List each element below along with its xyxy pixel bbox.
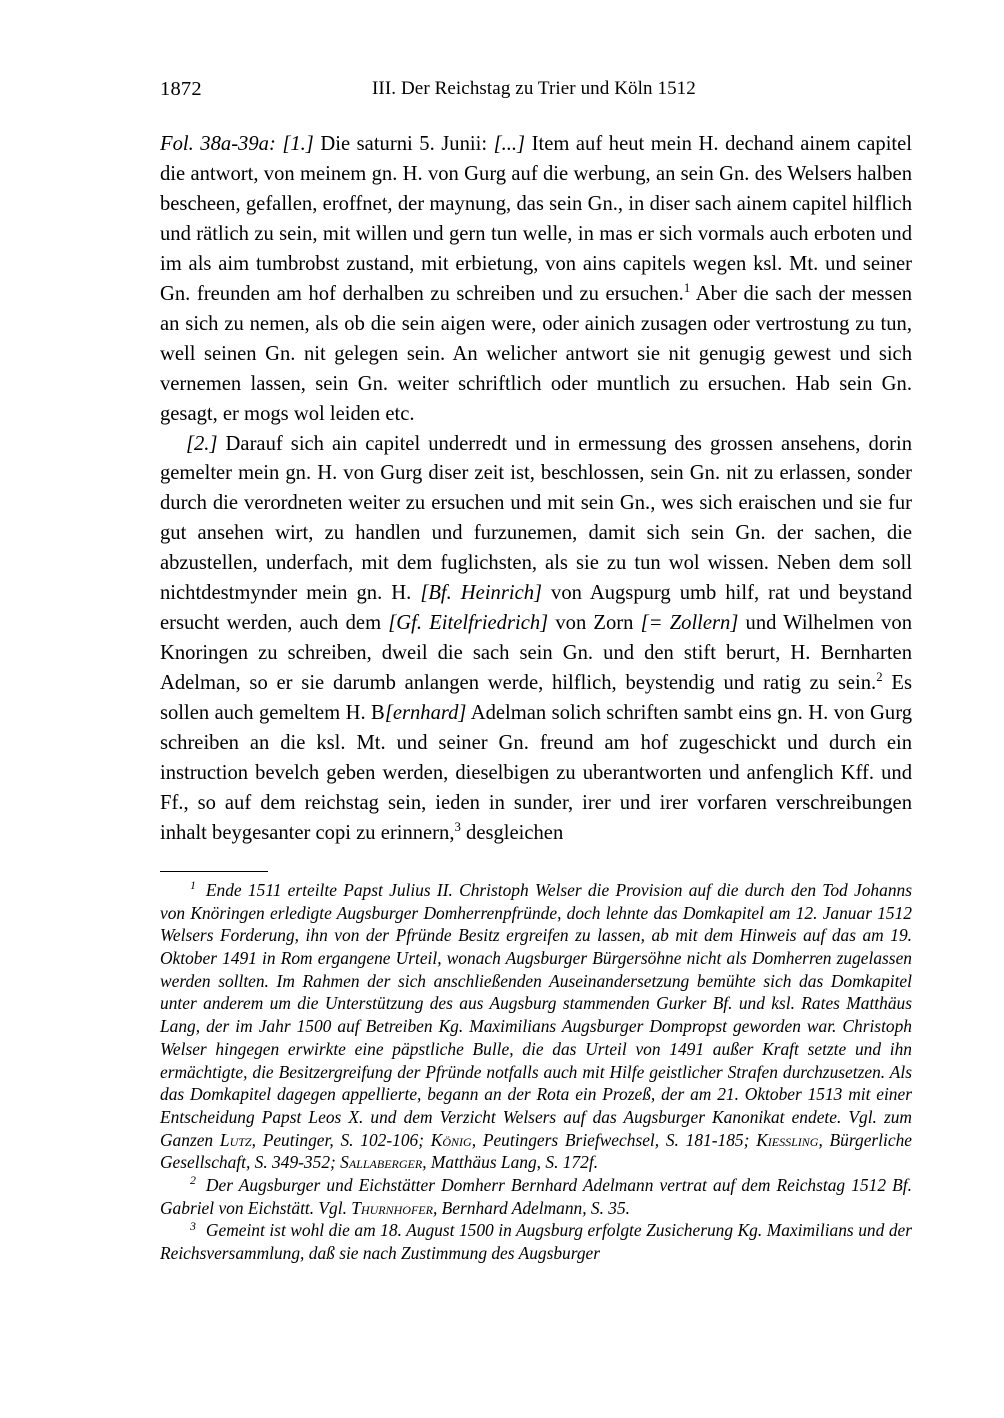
paragraph-1-lead: Fol. 38a-39a: [1.]	[160, 133, 314, 155]
footnote-1-text-4: , Bürgerliche Gesellschaft, S. 349-352;	[160, 1129, 912, 1173]
footnote-2-text-2: , Bernhard Adelmann, S. 35.	[432, 1197, 631, 1218]
footnote-1-text-1: Ende 1511 erteilte Papst Julius II. Christoph Welser die Provision auf die durch den Tod Johanns von Knöringen erledigte Augsburger Domherrenpfründe, doch lehnte das Domkapitel am 12. Januar 1512 Welsers Forderung, ihn von der Pfründe Besitz ergreifen zu lassen, ab mit dem Hinweis auf das am 19. Oktober 1491 in Rom ergangene Urteil, wonach Augsburger Bürgersöhne nicht als Domherren zugelassen werden sollten. Im Rahmen der sich anschließenden Auseinandersetzung bemühte sich das Domkapitel unter anderem um die Unterstützung des aus Augsburg stammenden Gurker Bf. und ksl. Rates Matthäus Lang, der im Jahr 1500 auf Betreiben Kg. Maximilians Augsburger Dompropst geworden war. Christoph Welser hingegen erwirkte eine päpstliche Bulle, die das Urteil von 1491 außer Kraft setzte und ihn ermächtigte, die Besitzergreifung der Pfründe notfalls auch mit Hilfe geistlicher Strafen durchzusetzen. Als das Domkapitel dagegen appellierte, begann an der Rota ein Prozeß, der am 21. Oktober 1513 mit einer Entscheidung Papst Leos X. und dem Verzicht Welsers auf das Augsburger Kanonikat endete. Vgl. zum Ganzen	[160, 879, 912, 1150]
footnote-3-text-1: Gemeint ist wohl die am 18. August 1500 in Augsburg erfolgte Zusicherung Kg. Maximilians und der Reichsversammlung, daß sie nach Zustimmung des Augsburger	[160, 1220, 912, 1264]
editorial-insert-1: [Bf. Heinrich]	[420, 582, 543, 605]
footnote-1-smallcaps-3: Kiessling	[756, 1129, 819, 1150]
page-number: 1872	[160, 78, 202, 100]
footnote-1-smallcaps-4: Sallaberger	[340, 1152, 423, 1173]
paragraph-2-text-e: Es sollen auch gemeltem H. B	[160, 672, 912, 725]
paragraph-2-text-a: Darauf sich ain capitel underredt und in ermessung des grossen ansehens, dorin gemelter mein gn. H. von Gurg diser zeit ist, beschlossen, sein Gn. nit zu erlassen, sonder durch die verordneten weiter zu ersuchen und mit sein Gn., wes sich eraischen und sie fur gut ansehen wirt, zu handlen und furzunemen, damit sich sein Gn. der sachen, die abzustellen, underfach, mit dem fuglichsten, als sie zu tun wol wissen. Neben dem soll nichtdestmynder mein gn. H.	[160, 432, 912, 605]
footnote-2	[160, 1174, 912, 1219]
footnote-1-text-3: , Peutingers Briefwechsel, S. 181-185;	[471, 1129, 757, 1150]
footnote-2-number: 2	[190, 1173, 196, 1188]
footnote-separator	[160, 871, 268, 872]
paragraph-2-lead: [2.]	[186, 432, 218, 455]
footnote-3	[160, 1219, 912, 1264]
editorial-insert-2: [Gf. Eitelfriedrich]	[388, 612, 549, 635]
footnotes	[160, 879, 912, 1265]
body-text	[160, 130, 912, 849]
editorial-insert-4: [ernhard]	[384, 702, 467, 725]
footnote-1-smallcaps-1: Lutz	[219, 1129, 252, 1150]
footnote-1-number: 1	[190, 878, 196, 893]
footnote-1-text-2: , Peutinger, S. 102-106;	[251, 1129, 431, 1150]
editorial-insert-3: [= Zollern]	[640, 612, 739, 635]
paragraph-2-text-b: von Augspurg umb hilf, rat und beystand ersucht werden, auch dem	[160, 582, 912, 635]
paragraph-2-text-d: und Wilhelmen von Knoringen zu schreiben, dweil die sach sein Gn. und den stift berurt, H. Bernharten Adelman, so er sie darumb anlangen werde, hilflich, beystendig und ratig zu sein.	[160, 612, 912, 695]
footnote-1	[160, 879, 912, 1174]
footnote-3-number: 3	[190, 1218, 196, 1233]
paragraph-1-ellipsis: [...]	[493, 133, 526, 155]
running-head	[160, 78, 912, 108]
paragraph-1-text-c: Aber die sach der messen an sich zu nemen, als ob die sein aigen were, oder ainich zusagen oder vertrostung zu tun, well seinen Gn. nit gelegen sein. An welicher antwort sie nit genugig gewest und sich vernemen lassen, sein Gn. weiter schriftlich oder muntlich zu ersuchen. Hab sein Gn. gesagt, er mogs wol leiden etc.	[160, 282, 913, 425]
paragraph-2-text-g: desgleichen	[460, 821, 564, 844]
footnote-1-text-5: , Matthäus Lang, S. 172f.	[422, 1152, 599, 1173]
paragraph-2	[160, 430, 912, 849]
paragraph-2-text-c: von Zorn	[548, 612, 641, 635]
footnote-2-text-1: Der Augsburger und Eichstätter Domherr Bernhard Adelmann vertrat auf dem Reichstag 1512 Bf. Gabriel von Eichstätt. Vgl.	[160, 1175, 912, 1218]
paragraph-1-text-a: Die saturni 5. Junii:	[313, 133, 494, 155]
footnote-ref-1[interactable]: 1	[683, 280, 691, 295]
paragraph-1	[160, 130, 912, 430]
footnote-ref-3[interactable]: 3	[454, 820, 461, 835]
footnote-1-smallcaps-2: König	[430, 1129, 472, 1150]
footnote-2-smallcaps-1: Thurnhofer	[351, 1197, 433, 1218]
footnote-ref-2[interactable]: 2	[876, 670, 883, 685]
header-title: III. Der Reichstag zu Trier und Köln 1512	[372, 78, 696, 99]
paragraph-2-text-f: Adelman solich schriften sambt eins gn. H. von Gurg schreiben an die ksl. Mt. und seiner Gn. freund am hof zugeschickt und durch ein instruction bevelch geben werden, dieselbigen zu uberantworten und anfenglich Kff. und Ff., so auf dem reichstag sein, ieden in sunder, irer und irer vorfaren verschreibungen inhalt beygesanter copi zu erinnern,	[160, 702, 912, 844]
paragraph-1-text-b: Item auf heut mein H. dechand ainem capitel die antwort, von meinem gn. H. von Gurg auf die werbung, an sein Gn. des Welsers halben bescheen, gefallen, eroffnet, der maynung, das sein Gn., in diser sach ainem capitel hilflich und rätlich zu sein, mit willen und gern tun welle, in mas er sich vormals auch erboten und im als aim tumbrobst zustand, mit erbietung, von ains capitels wegen ksl. Mt. und seiner Gn. freunden am hof derhalben zu schreiben und zu ersuchen.	[160, 133, 912, 305]
